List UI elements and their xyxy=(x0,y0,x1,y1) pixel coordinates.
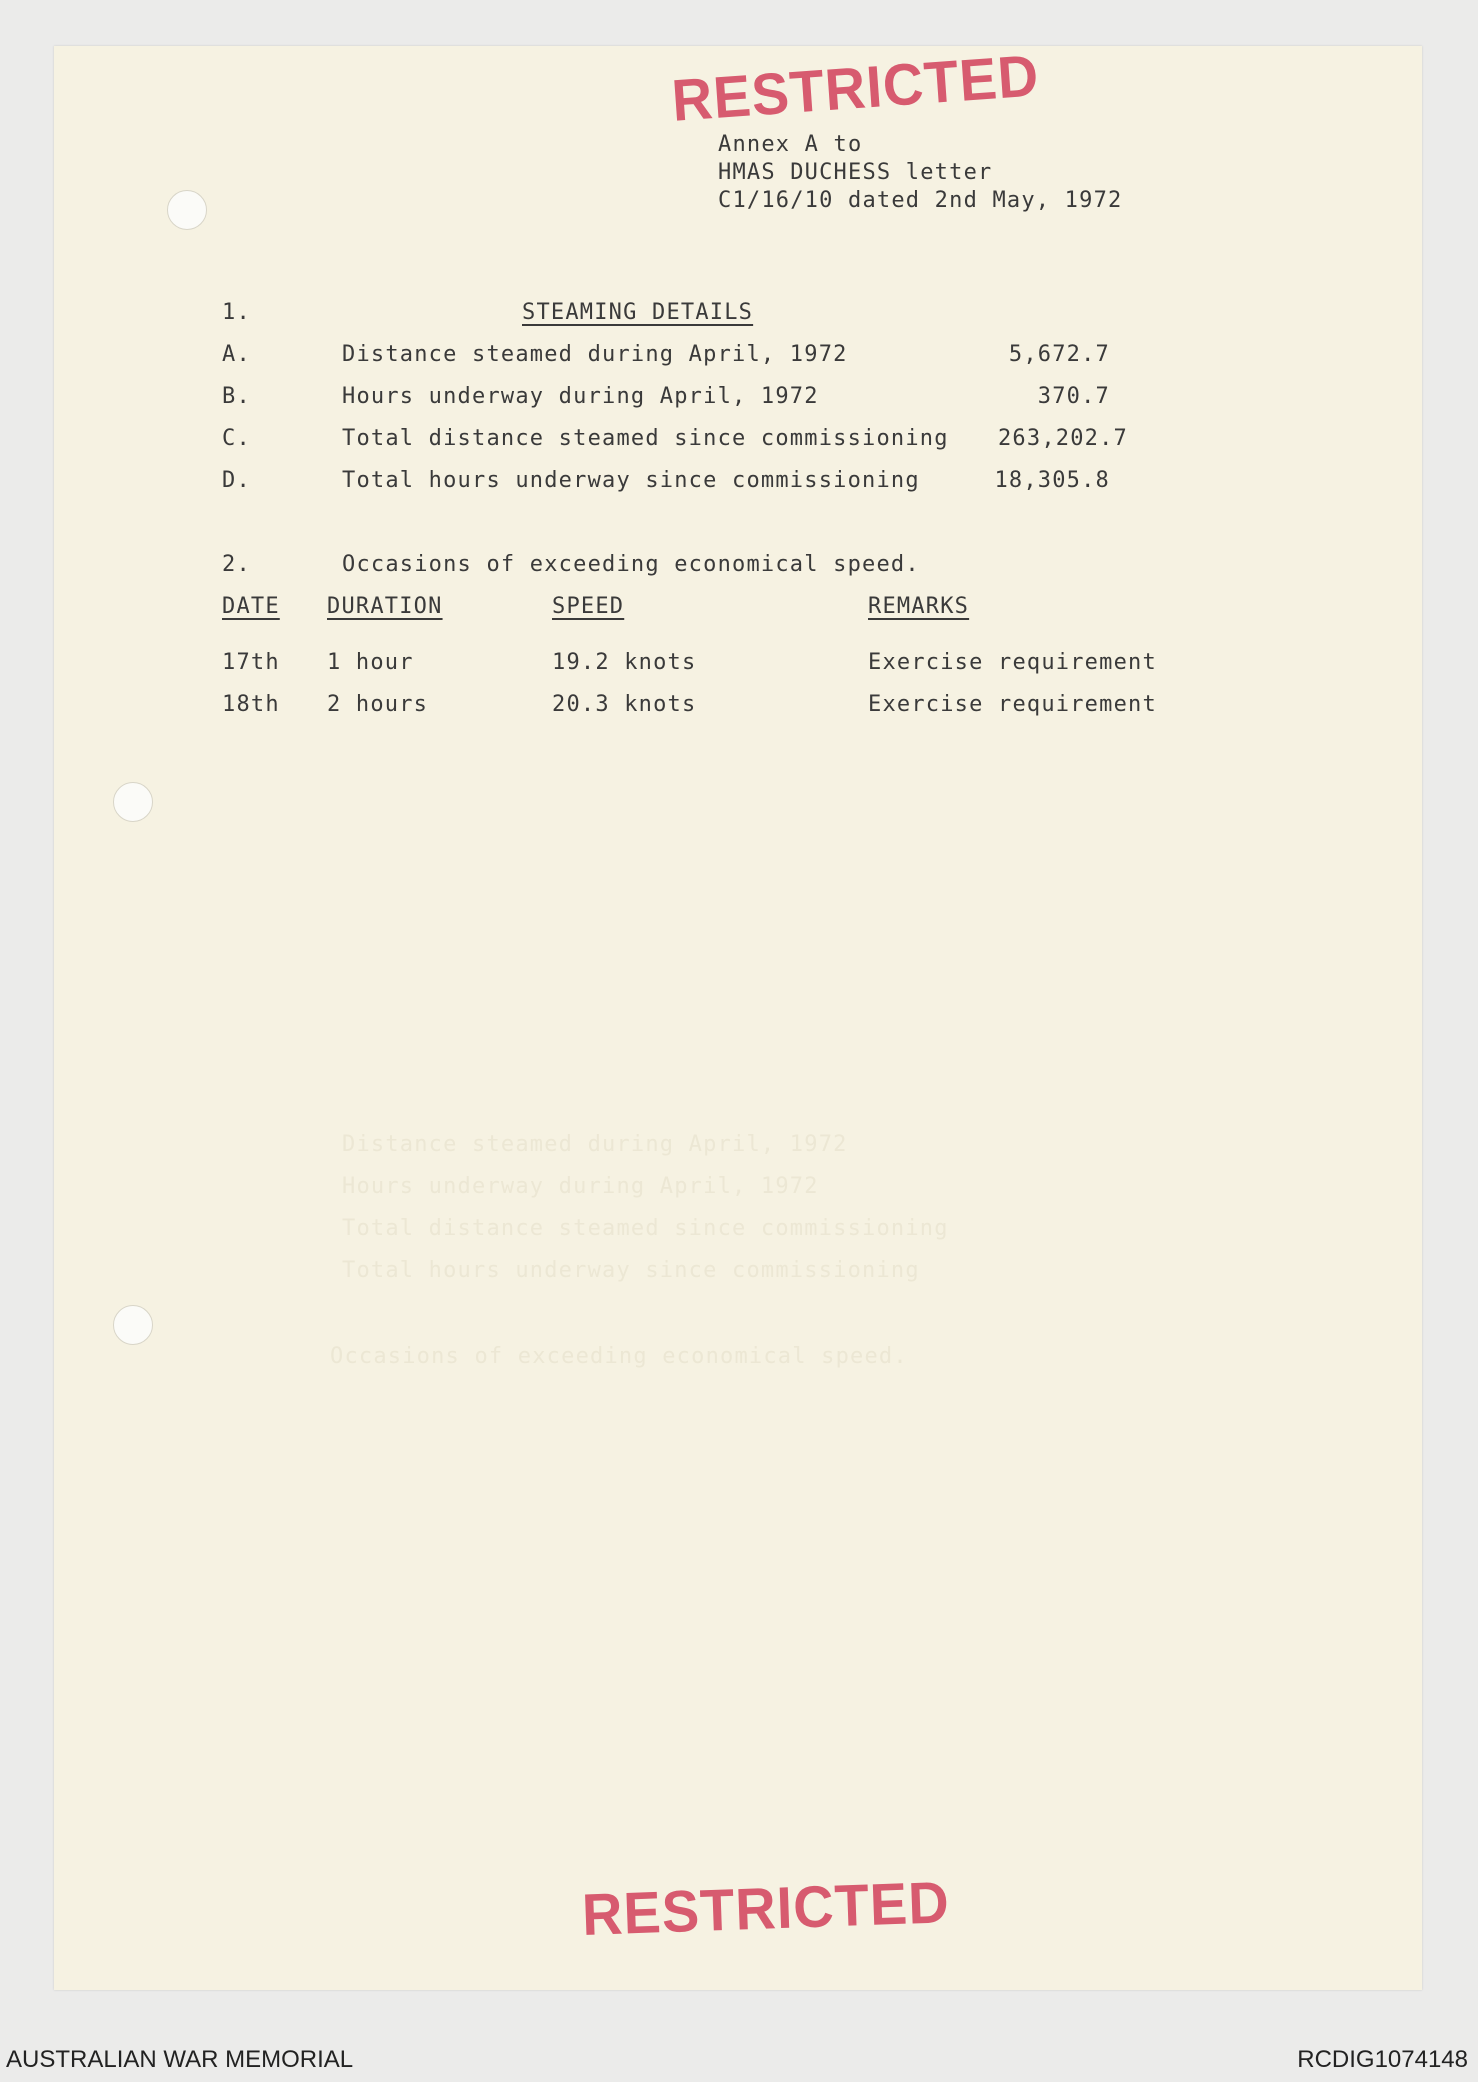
item-d-label: Total hours underway since commissioning xyxy=(342,468,920,493)
punch-hole-middle xyxy=(113,782,153,822)
column-header-remarks: REMARKS xyxy=(868,594,970,619)
item-a-letter: A. xyxy=(222,342,251,367)
bleed-through-2: Hours underway during April, 1972 xyxy=(342,1174,819,1199)
item-b-letter: B. xyxy=(222,384,251,409)
row1-remarks: Exercise requirement xyxy=(868,650,1157,675)
column-header-speed: SPEED xyxy=(552,594,625,619)
annex-line: Annex A to xyxy=(718,132,863,157)
bleed-through-3: Total distance steamed since commissioning xyxy=(342,1216,949,1241)
item-d-letter: D. xyxy=(222,468,251,493)
row2-duration: 2 hours xyxy=(327,692,429,717)
row2-remarks: Exercise requirement xyxy=(868,692,1157,717)
section2-title: Occasions of exceeding economical speed. xyxy=(342,552,920,577)
row1-date: 17th xyxy=(222,650,280,675)
item-c-value: 263,202.7 xyxy=(997,426,1128,451)
section1-number: 1. xyxy=(222,300,251,325)
row1-duration: 1 hour xyxy=(327,650,414,675)
bleed-through-1: Distance steamed during April, 1972 xyxy=(342,1132,848,1157)
column-header-date: DATE xyxy=(222,594,280,619)
row2-date: 18th xyxy=(222,692,280,717)
document-page xyxy=(54,46,1422,1990)
footer-source: AUSTRALIAN WAR MEMORIAL xyxy=(6,2046,354,2073)
restricted-stamp-bottom: RESTRICTED xyxy=(580,1868,951,1948)
row2-speed: 20.3 knots xyxy=(552,692,697,717)
section1-title: STEAMING DETAILS xyxy=(522,300,754,325)
restricted-stamp-top: RESTRICTED xyxy=(669,41,1042,134)
item-d-value: 18,305.8 xyxy=(994,468,1110,493)
footer-id: RCDIG1074148 xyxy=(1297,2046,1468,2073)
item-b-label: Hours underway during April, 1972 xyxy=(342,384,819,409)
bleed-through-5: Occasions of exceeding economical speed. xyxy=(330,1344,908,1369)
letter-line: HMAS DUCHESS letter xyxy=(718,160,993,185)
bleed-through-4: Total hours underway since commissioning xyxy=(342,1258,920,1283)
punch-hole-top xyxy=(167,190,207,230)
section2-number: 2. xyxy=(222,552,251,577)
row1-speed: 19.2 knots xyxy=(552,650,697,675)
item-a-value: 5,672.7 xyxy=(1008,342,1110,367)
column-header-duration: DURATION xyxy=(327,594,443,619)
reference-line: C1/16/10 dated 2nd May, 1972 xyxy=(718,188,1123,213)
item-a-label: Distance steamed during April, 1972 xyxy=(342,342,848,367)
item-c-letter: C. xyxy=(222,426,251,451)
punch-hole-bottom xyxy=(113,1305,153,1345)
item-b-value: 370.7 xyxy=(1037,384,1110,409)
item-c-label: Total distance steamed since commissioning xyxy=(342,426,949,451)
